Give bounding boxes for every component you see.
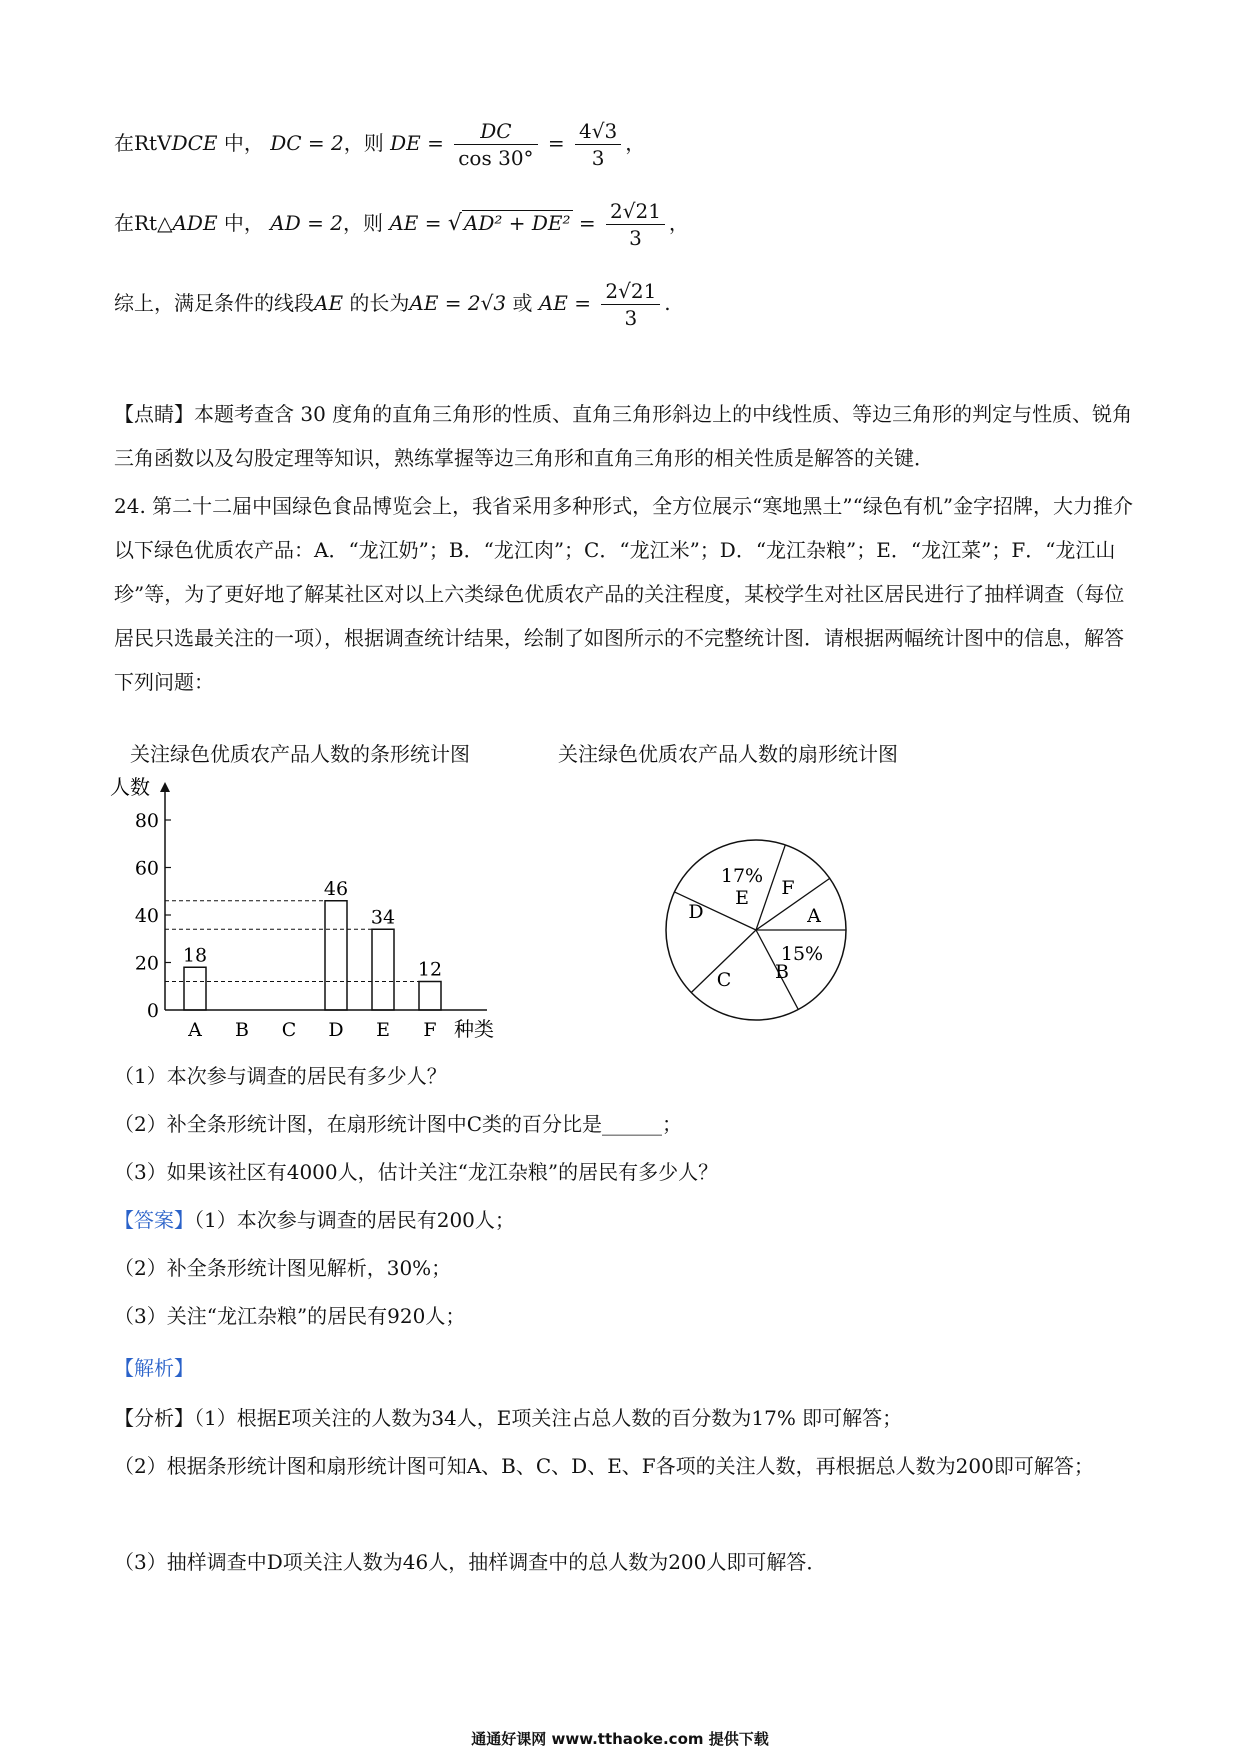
pie-label-D: D bbox=[688, 901, 704, 923]
fraction bbox=[601, 278, 660, 331]
subquestion-1: （1）本次参与调查的居民有多少人？ bbox=[114, 1064, 447, 1088]
radicand: AD² + DE² bbox=[463, 211, 571, 235]
answer-label: 【答案】 bbox=[114, 1208, 194, 1232]
text: ，则 bbox=[343, 131, 384, 155]
radical-sign: √ bbox=[447, 211, 462, 236]
fraction bbox=[454, 118, 537, 171]
bar-chart-title: 关注绿色优质农产品人数的条形统计图 bbox=[130, 742, 470, 766]
pie-chart-title: 关注绿色优质农产品人数的扇形统计图 bbox=[558, 742, 898, 766]
answer-1 bbox=[114, 1198, 1134, 1242]
x-tick-label: F bbox=[423, 1019, 437, 1041]
denominator: 3 bbox=[629, 226, 642, 250]
text: 或 bbox=[512, 291, 533, 315]
data-label-F: 12 bbox=[417, 958, 443, 981]
text: AE bbox=[314, 291, 344, 315]
x-tick-label: C bbox=[281, 1019, 297, 1041]
pie-label-E: E bbox=[735, 887, 749, 909]
text: ， bbox=[668, 211, 689, 235]
fraction bbox=[606, 198, 665, 251]
text: . bbox=[664, 291, 671, 315]
x-tick-label: A bbox=[188, 1019, 202, 1041]
text: ， bbox=[625, 131, 646, 155]
x-axis-label: 种类 bbox=[454, 1017, 494, 1041]
x-tick-label: B bbox=[235, 1019, 249, 1041]
pie-label-C: C bbox=[716, 969, 732, 991]
denominator: 3 bbox=[591, 146, 605, 170]
text: 综上，满足条件的线段 bbox=[114, 291, 314, 315]
y-tick-label: 60 bbox=[134, 857, 159, 880]
answer-3: （3）关注“龙江杂粮”的居民有920人； bbox=[114, 1304, 466, 1328]
y-axis-label: 人数 bbox=[110, 775, 150, 799]
dianjing-paragraph: 【点睛】本题考查含 30 度角的直角三角形的性质、直角三角形斜边上的中线性质、等边三角形的判定与性质、锐角三角函数以及勾股定理等知识，熟练掌握等边三角形和直角三角形的相关性质是解答的关键． bbox=[114, 402, 1133, 470]
bar-A bbox=[184, 967, 206, 1010]
text: V bbox=[157, 131, 172, 155]
subquestion-2: （2）补全条形统计图，在扇形统计图中C类的百分比是______； bbox=[114, 1112, 683, 1136]
jiexi-label: 【解析】 bbox=[114, 1356, 194, 1380]
bar-F bbox=[419, 982, 441, 1011]
text: DC = 2 bbox=[270, 131, 344, 155]
y-tick-label: 80 bbox=[134, 810, 159, 832]
solution-line-1 bbox=[114, 118, 645, 171]
analysis-3: （3）抽样调查中D项关注人数为46人，抽样调查中的总人数为200人即可解答． bbox=[114, 1550, 827, 1574]
numerator: DC bbox=[454, 118, 537, 145]
y-tick-label: 20 bbox=[134, 952, 159, 975]
text: 在Rt bbox=[114, 131, 158, 155]
text: 的长为 bbox=[349, 291, 410, 315]
numerator: 2√21 bbox=[606, 198, 665, 225]
data-label-E: 34 bbox=[370, 906, 396, 929]
text: AD = 2 bbox=[270, 211, 343, 235]
text: = bbox=[578, 211, 596, 235]
text: 中， bbox=[223, 131, 264, 155]
analysis-1: 【分析】（1）根据E项关注的人数为34人，E项关注占总人数的百分数为17% 即可解答； bbox=[114, 1406, 903, 1430]
footer: 通通好课网 www.tthaoke.com 提供下载 bbox=[471, 1730, 769, 1748]
text: AE = bbox=[389, 211, 442, 235]
subquestion-3: （3）如果该社区有4000人，估计关注“龙江杂粮”的居民有多少人？ bbox=[114, 1160, 719, 1184]
pie-percent-E: 17% bbox=[720, 865, 764, 887]
data-label-A: 18 bbox=[182, 944, 208, 967]
pie-label-F: F bbox=[781, 877, 795, 899]
fraction bbox=[575, 118, 621, 171]
text: 中， bbox=[223, 211, 264, 235]
data-label-D: 46 bbox=[323, 877, 349, 900]
question-24: 24. 第二十二届中国绿色食品博览会上，我省采用多种形式，全方位展示“寒地黑土”“绿色有机”金字招牌，大力推介以下绿色优质农产品：A．“龙江奶”；B．“龙江肉”；C．“龙江米”；D．“龙江杂粮”；E．“龙江菜”；F．“龙江山珍”等，为了更好地了解某社区对以上六类绿色优质农产品的关注程度，某校学生对社区居民进行了抽样调查（每位居民只选最关注的一项），根据调查统计结果，绘制了如图所示的不完整统计图．请根据两幅统计图中的信息，解答下列问题： bbox=[114, 494, 1134, 694]
y-tick-label: 0 bbox=[146, 1000, 159, 1022]
y-tick-label: 40 bbox=[134, 905, 159, 927]
bar-chart bbox=[110, 772, 550, 1052]
pie-label-A: A bbox=[807, 905, 821, 927]
denominator: cos 30° bbox=[458, 146, 534, 170]
text: ADE bbox=[172, 211, 218, 235]
bar-E bbox=[372, 929, 394, 1010]
bar-D bbox=[325, 901, 347, 1010]
text: DE = bbox=[390, 131, 444, 155]
x-tick-label: D bbox=[328, 1019, 344, 1041]
answer-2: （2）补全条形统计图见解析，30%； bbox=[114, 1256, 452, 1280]
numerator: 2√21 bbox=[601, 278, 660, 305]
text: （1）本次参与调查的居民有200人； bbox=[194, 1208, 515, 1232]
analysis-2: （2）根据条形统计图和扇形统计图可知A、B、C、D、E、F各项的关注人数，再根据总人数为200即可解答； bbox=[114, 1454, 1094, 1478]
text: 在Rt△ bbox=[114, 211, 173, 235]
y-axis-arrow bbox=[160, 782, 170, 792]
x-tick-label: E bbox=[376, 1019, 390, 1041]
text: AE = bbox=[538, 291, 592, 315]
solution-line-2 bbox=[114, 198, 689, 251]
numerator: 4√3 bbox=[575, 118, 621, 145]
text: = bbox=[547, 131, 565, 155]
pie-label-B: B bbox=[775, 961, 789, 983]
text: ，则 bbox=[342, 211, 383, 235]
solution-line-3 bbox=[114, 278, 671, 331]
denominator: 3 bbox=[624, 306, 638, 330]
text: DCE bbox=[171, 131, 218, 155]
pie-percent-B: 15% bbox=[780, 943, 824, 965]
text: AE = 2√3 bbox=[409, 291, 507, 315]
pie-chart bbox=[646, 820, 866, 1040]
